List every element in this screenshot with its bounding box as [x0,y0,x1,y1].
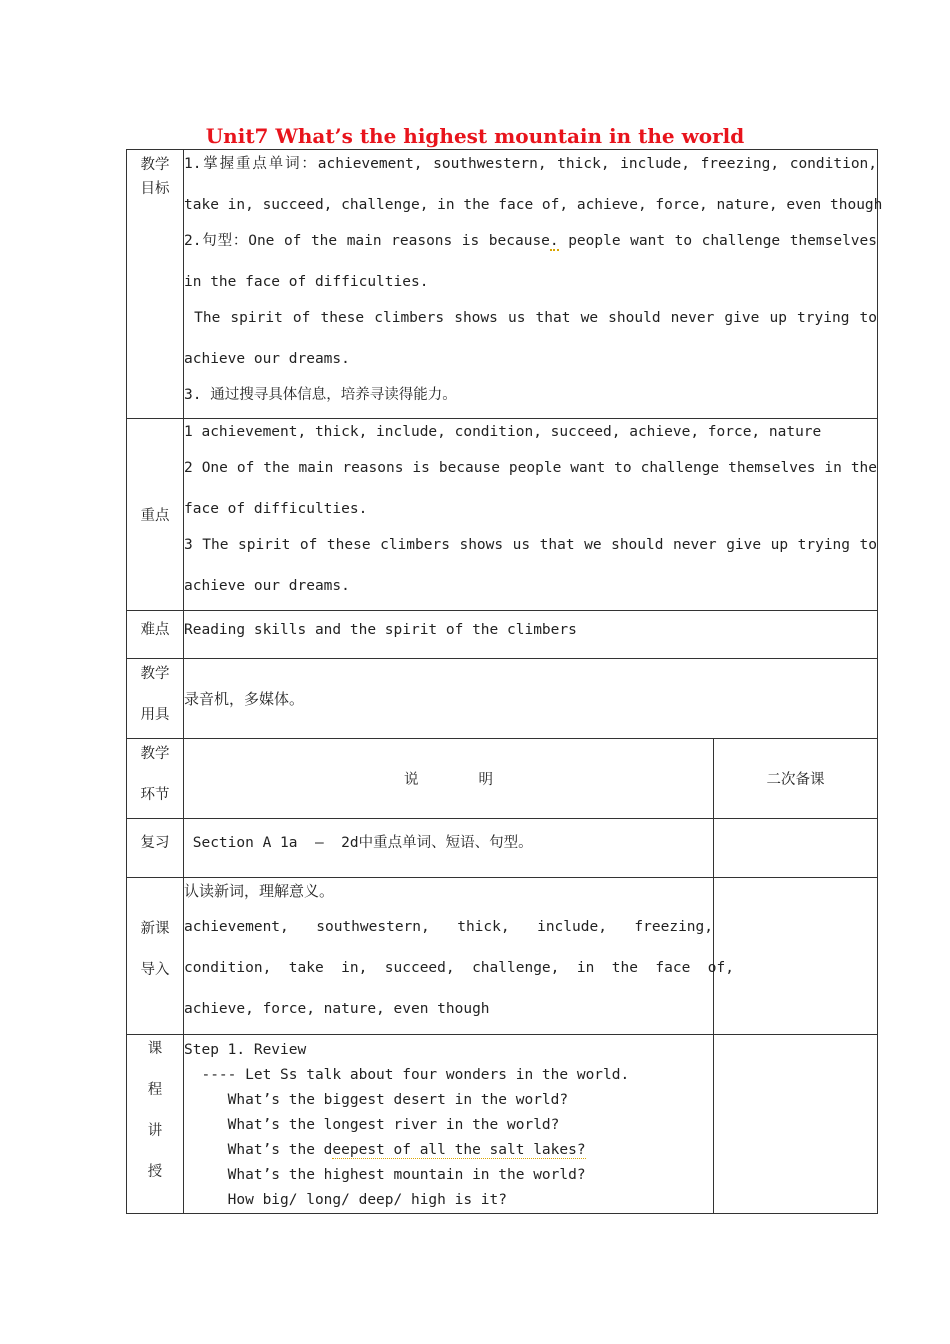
key-points-label: 重点 [127,419,184,611]
lecture-question-1: What’s the biggest desert in the world? [184,1092,569,1108]
key-points-line-2: 2 One of the main reasons is because people want to challenge themselves in the [184,460,878,476]
lecture-question-3 [184,1138,713,1163]
tools-text: 录音机，多媒体。 [184,690,305,708]
review-label [127,819,184,878]
review-content [184,819,714,878]
objectives-label [127,150,184,419]
tools-label-line2: 用具 [140,707,170,723]
key-points-content [184,419,878,611]
objectives-line-2: take in, succeed, challenge, in the face of, achieve, force, nature, even though [184,197,883,213]
process-label-line2: 环节 [140,787,170,803]
lecture-question-4a: What’s the highest mountain in the w [184,1167,542,1183]
new-lesson-row [127,878,878,1035]
lecture-question-4 [184,1163,713,1188]
objectives-line-3c: people want to challenge themselves [558,233,877,249]
objectives-row [127,150,878,419]
new-lesson-line-2: achievement, southwestern, thick, include, freezing, [184,919,713,935]
process-label [127,739,184,819]
new-lesson-label [127,878,184,1035]
new-lesson-line-3: condition, take in, succeed, challenge, in the face of, [184,960,734,976]
second-prep-header: 二次备课 [714,739,878,819]
description-header [184,739,714,819]
difficulties-label [127,611,184,659]
new-lesson-content [184,878,734,1035]
objectives-label-line2: 目标 [140,181,170,197]
lesson-plan-table [126,149,883,1214]
objectives-content [184,150,883,419]
objectives-label-line1: 教学 [140,157,170,173]
objectives-line-5: The spirit of these climbers shows us that we should never give up trying to [184,310,878,326]
process-label-line1: 教学 [140,746,170,762]
process-header-row [127,739,878,819]
description-header-b: 明 [478,772,493,788]
lecture-row [127,1035,878,1214]
lecture-second-prep [714,1035,878,1214]
description-header-a: 说 [404,772,419,788]
review-row [127,819,878,878]
difficulties-label-text: 难点 [140,622,170,638]
new-lesson-line-4: achieve, force, nature, even though [184,1001,490,1017]
lecture-question-5: How big/ long/ deep/ high is it? [184,1192,508,1208]
tools-content [184,659,878,739]
lecture-label-1: 课 [147,1041,163,1057]
key-points-line-3: face of difficulties. [184,501,368,517]
lecture-content [184,1035,714,1214]
tools-label [127,659,184,739]
new-lesson-line-1: 认读新词，理解意义。 [184,882,335,900]
lecture-question-4b: orld? [541,1167,586,1183]
lecture-intro: ---- Let Ss talk about four wonders in the world. [184,1067,630,1083]
review-text: Section A 1a – 2d中重点单词、短语、句型。 [184,835,533,851]
key-points-line-1: 1 achievement, thick, include, condition, succeed, achieve, force, nature [184,424,822,440]
review-label-text: 复习 [140,835,170,851]
objectives-line-4: in the face of difficulties. [184,274,429,290]
key-points-line-4: 3 The spirit of these climbers shows us that we should never give up trying to [184,537,878,553]
lecture-label-3: 讲 [147,1123,163,1139]
new-lesson-label-line1: 新课 [140,921,170,937]
lecture-question-3b: eepest of all the salt lakes? [332,1142,586,1158]
tools-row [127,659,878,739]
objectives-line-3 [184,230,877,252]
objectives-line-3-mark: . [549,233,559,249]
objectives-line-3a: 2.句型：One of the main reasons is because [184,233,550,249]
new-lesson-label-line2: 导入 [140,962,170,978]
lecture-question-2: What’s the longest river in the world? [184,1117,560,1133]
difficulties-text: Reading skills and the spirit of the climbers [184,622,577,638]
difficulties-row [127,611,878,659]
lecture-step: Step 1. Review [184,1042,307,1058]
lecture-label-2: 程 [147,1082,163,1098]
difficulties-content [184,611,878,659]
document-title: Unit7 What’s the highest mountain in the world [205,124,745,148]
key-points-line-5: achieve our dreams. [184,578,350,594]
objectives-line-7: 3. 通过搜寻具体信息，培养寻读得能力。 [184,387,457,403]
new-lesson-second-prep [714,878,878,1035]
lecture-label [127,1035,184,1214]
objectives-line-1: 1.掌握重点单词：achievement, southwestern, thick, include, freezing, condition, [184,156,878,172]
objectives-line-6: achieve our dreams. [184,351,350,367]
lecture-question-3a: What’s the d [184,1142,333,1158]
review-second-prep [714,819,878,878]
key-points-row [127,419,878,611]
lecture-label-4: 授 [147,1164,163,1180]
tools-label-line1: 教学 [140,666,170,682]
